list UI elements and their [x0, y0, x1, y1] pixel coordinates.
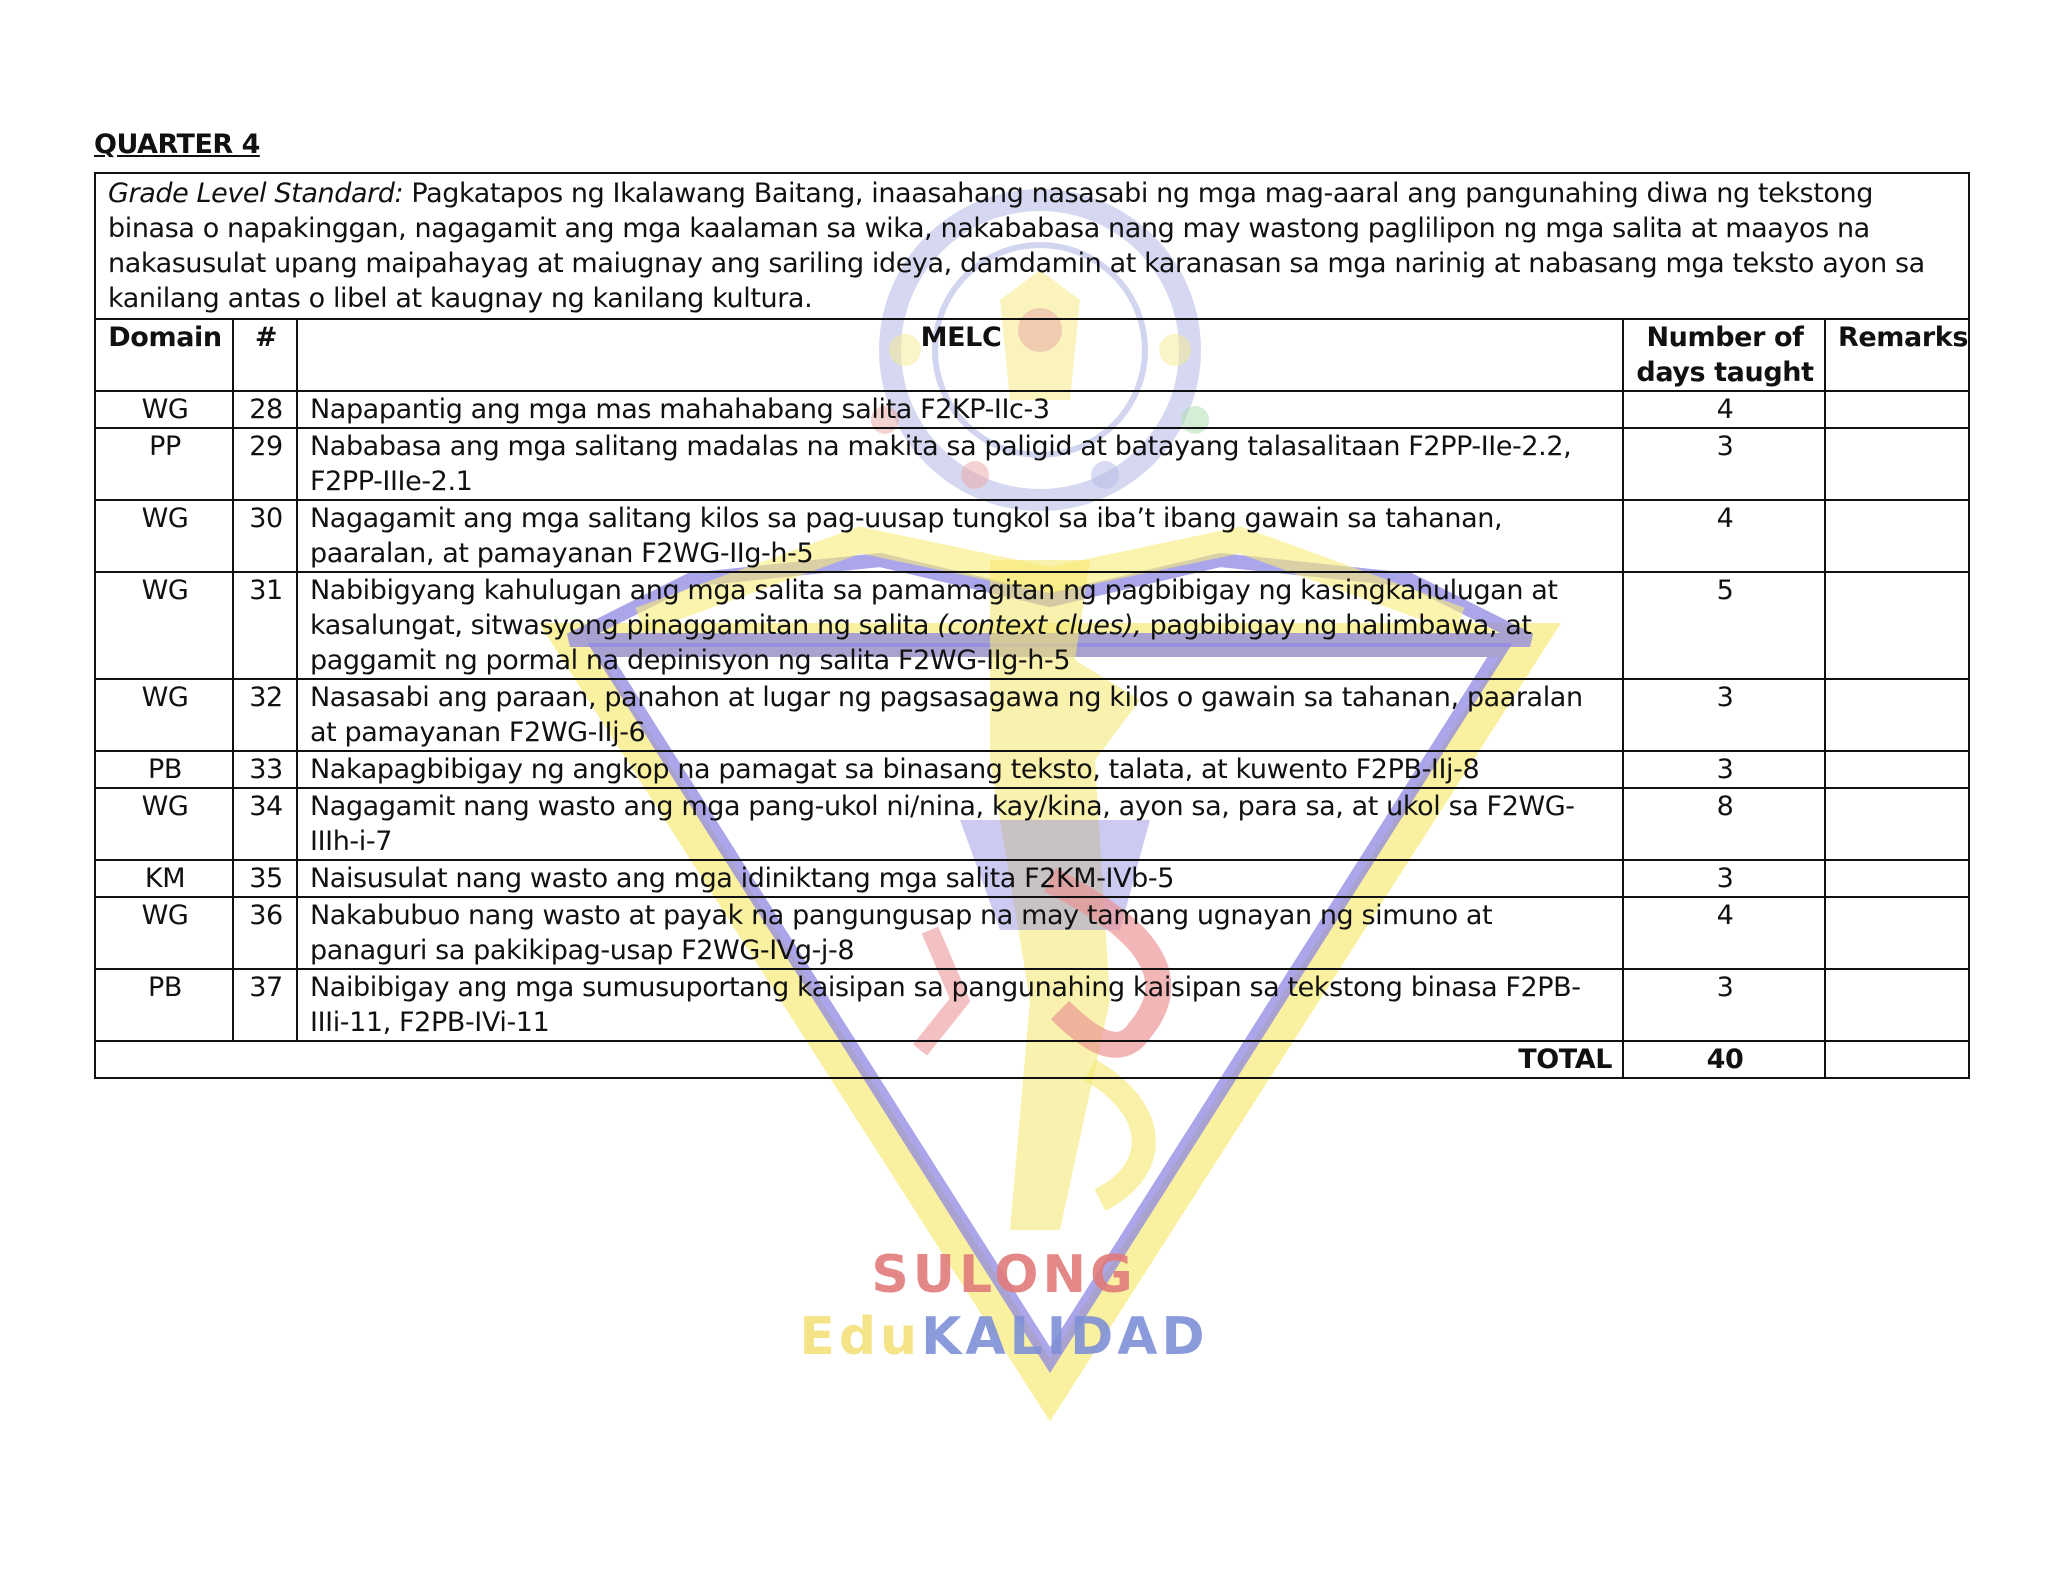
row-remarks: [1825, 500, 1969, 572]
table-row: [95, 897, 1969, 969]
row-domain: PP: [95, 428, 233, 500]
row-domain: WG: [95, 391, 233, 428]
row-days: 3: [1623, 428, 1825, 500]
row-domain: KM: [95, 860, 233, 897]
row-melc: Nababasa ang mga salitang madalas na makita sa paligid at batayang talasalitaan F2PP-IIe-2.2, F2PP-IIIe-2.1: [297, 428, 1623, 500]
row-number: 31: [233, 572, 297, 679]
grade-level-standard: [95, 173, 1969, 319]
melc-table: [94, 172, 1970, 1079]
table-header-row: [95, 319, 1969, 391]
row-number: 30: [233, 500, 297, 572]
header-number: #: [233, 319, 297, 391]
row-melc: Nakabubuo nang wasto at payak na pangungusap na may tamang ugnayan ng simuno at panaguri sa pakikipag-usap F2WG-IVg-j-8: [297, 897, 1623, 969]
row-days: 4: [1623, 500, 1825, 572]
watermark-edu: Edu: [799, 1307, 922, 1367]
table-row: [95, 679, 1969, 751]
row-days: 8: [1623, 788, 1825, 860]
row-days: 3: [1623, 969, 1825, 1041]
row-days: 3: [1623, 679, 1825, 751]
row-remarks: [1825, 969, 1969, 1041]
total-value: 40: [1623, 1041, 1825, 1078]
row-domain: WG: [95, 679, 233, 751]
row-remarks: [1825, 428, 1969, 500]
row-melc: Nasasabi ang paraan, panahon at lugar ng pagsasagawa ng kilos o gawain sa tahanan, paaralan at pamayanan F2WG-IIj-6: [297, 679, 1623, 751]
row-melc: Nakapagbibigay ng angkop na pamagat sa binasang teksto, talata, at kuwento F2PB-IIj-8: [297, 751, 1623, 788]
header-days-taught: [1623, 319, 1825, 391]
row-remarks: [1825, 860, 1969, 897]
grade-level-standard-label: Grade Level Standard:: [108, 178, 404, 209]
row-number: 35: [233, 860, 297, 897]
header-melc: MELC: [297, 319, 1623, 391]
row-melc: Nagagamit nang wasto ang mga pang-ukol ni/nina, kay/kina, ayon sa, para sa, at ukol sa F2WG-IIIh-i-7: [297, 788, 1623, 860]
grade-level-standard-text: Pagkatapos ng Ikalawang Baitang, inaasahang nasasabi ng mga mag-aaral ang pangunahing diwa ng tekstong binasa o napakinggan, nagagamit ang mga kaalaman sa wika, nakababasa nang may wastong paglilipon ng mga salita at maayos na nakasusulat upang maipahayag at maiugnay ang sariling ideya, damdamin at karanasan sa mga narinig at nabasang mga teksto ayon sa kanilang antas o libel at kaugnay ng kanilang kultura.: [108, 178, 1925, 314]
table-row: [95, 788, 1969, 860]
total-remarks: [1825, 1041, 1969, 1078]
row-domain: PB: [95, 751, 233, 788]
watermark-line-2: [0, 1305, 2048, 1369]
row-melc-part-2: pagbibigay ng halimbawa, at paggamit ng pormal na depinisyon ng salita F2WG-IIg-h-5: [310, 610, 1532, 676]
row-melc: Napapantig ang mga mas mahahabang salita F2KP-IIc-3: [297, 391, 1623, 428]
row-days: 3: [1623, 751, 1825, 788]
quarter-heading: QUARTER 4: [94, 129, 260, 160]
header-domain: Domain: [95, 319, 233, 391]
table-row: [95, 751, 1969, 788]
row-melc-italic: (context clues),: [937, 610, 1142, 641]
row-days: 3: [1623, 860, 1825, 897]
row-melc: Naisusulat nang wasto ang mga idiniktang mga salita F2KM-IVb-5: [297, 860, 1623, 897]
document-page: [94, 128, 1968, 1079]
row-domain: WG: [95, 500, 233, 572]
row-melc-part-1: Nabibigyang kahulugan ang mga salita sa pamamagitan ng pagbibigay ng kasingkahulugan at kasalungat, sitwasyong pinaggamitan ng salita: [310, 575, 1558, 641]
watermark-line-1: SULONG: [871, 1245, 1137, 1305]
row-days: 4: [1623, 897, 1825, 969]
table-row: [95, 500, 1969, 572]
total-label: TOTAL: [95, 1041, 1623, 1078]
row-number: 29: [233, 428, 297, 500]
row-number: 36: [233, 897, 297, 969]
row-days: 5: [1623, 572, 1825, 679]
row-number: 33: [233, 751, 297, 788]
watermark-kalidad: KALIDAD: [921, 1307, 1209, 1367]
header-days-line-1: Number of: [1646, 322, 1804, 353]
row-remarks: [1825, 391, 1969, 428]
row-days: 4: [1623, 391, 1825, 428]
row-melc: Nagagamit ang mga salitang kilos sa pag-uusap tungkol sa iba’t ibang gawain sa tahanan, paaralan, at pamayanan F2WG-IIg-h-5: [297, 500, 1623, 572]
row-remarks: [1825, 751, 1969, 788]
table-row: [95, 969, 1969, 1041]
watermark-brand: [0, 1245, 2048, 1369]
row-number: 28: [233, 391, 297, 428]
table-row: [95, 860, 1969, 897]
row-domain: WG: [95, 788, 233, 860]
row-domain: WG: [95, 897, 233, 969]
row-remarks: [1825, 788, 1969, 860]
row-domain: PB: [95, 969, 233, 1041]
table-row: [95, 572, 1969, 679]
row-melc: [297, 572, 1623, 679]
row-remarks: [1825, 897, 1969, 969]
grade-level-standard-row: [95, 173, 1969, 319]
header-days-line-2: days taught: [1636, 357, 1814, 388]
row-domain: WG: [95, 572, 233, 679]
row-melc: Naibibigay ang mga sumusuportang kaisipan sa pangunahing kaisipan sa tekstong binasa F2PB-IIIi-11, F2PB-IVi-11: [297, 969, 1623, 1041]
table-row: [95, 428, 1969, 500]
row-number: 37: [233, 969, 297, 1041]
row-remarks: [1825, 679, 1969, 751]
header-remarks: Remarks: [1825, 319, 1969, 391]
total-row: [95, 1041, 1969, 1078]
row-number: 32: [233, 679, 297, 751]
row-remarks: [1825, 572, 1969, 679]
row-number: 34: [233, 788, 297, 860]
table-row: [95, 391, 1969, 428]
